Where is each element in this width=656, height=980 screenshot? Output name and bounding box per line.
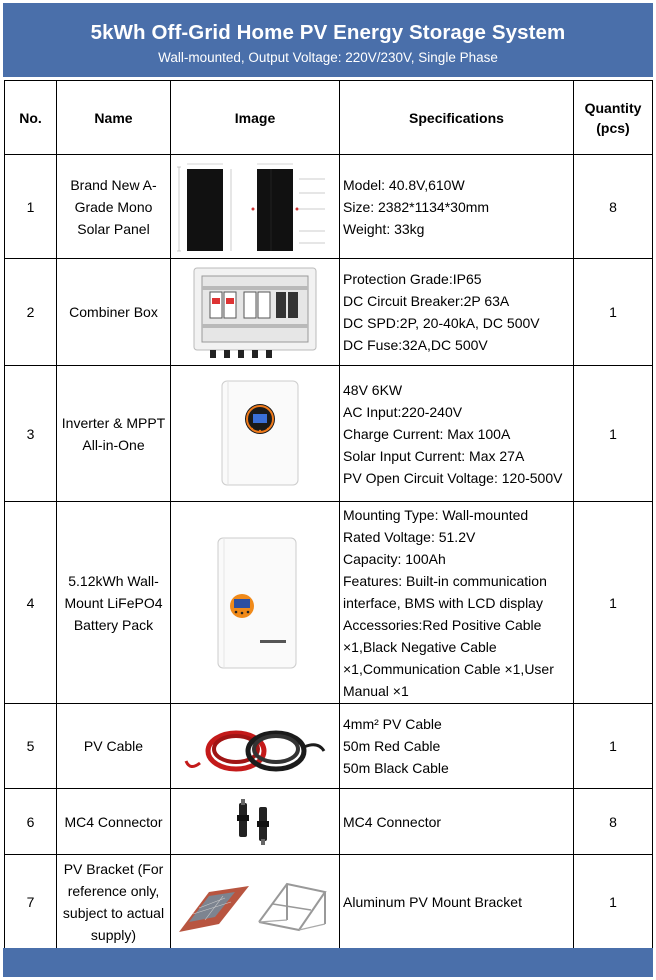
product-specs [340,855,574,950]
product-quantity: 1 [574,704,653,789]
product-specs [340,366,574,502]
mc4-connector-icon [225,797,285,847]
product-specs [340,789,574,855]
spec-line: Accessories:Red Positive Cable ×1,Black Negative Cable ×1,Communication Cable ×1,User Manual ×1 [343,616,554,699]
spec-line: Weight: 33kg [343,220,425,237]
row-number: 7 [5,855,57,950]
spec-line: Capacity: 100Ah [343,550,446,567]
product-name: MC4 Connector [57,789,171,855]
spec-line: MC4 Connector [343,813,442,830]
page-title: 5kWh Off-Grid Home PV Energy Storage System [90,21,566,44]
table-row [5,502,653,704]
table-row [5,789,653,855]
product-image-cell [171,855,340,950]
product-specs [340,502,574,704]
spec-line: 50m Red Cable [343,738,441,754]
spec-line: Mounting Type: Wall-mounted [343,506,529,523]
spec-line: DC Circuit Breaker:2P 63A [343,293,510,309]
solar-panel-drawing-icon [175,159,335,255]
table-row [5,855,653,950]
product-spec-table [4,80,653,950]
spec-line: AC Input:220-240V [343,403,463,420]
product-image-cell [171,502,340,704]
table-row [5,259,653,366]
spec-line: PV Open Circuit Voltage: 120-500V [343,469,563,486]
row-number: 5 [5,704,57,789]
spec-line: Size: 2382*1134*30mm [343,198,490,215]
row-number: 6 [5,789,57,855]
spec-line: Model: 40.8V,610W [343,176,465,193]
table-row [5,704,653,789]
product-quantity: 1 [574,366,653,502]
spec-line: 48V 6KW [343,381,403,398]
column-header-name: Name [57,81,171,155]
spec-line: 4mm² PV Cable [343,716,442,732]
spec-line: DC Fuse:32A,DC 500V [343,337,488,353]
product-image-cell [171,704,340,789]
product-quantity: 8 [574,155,653,259]
column-header-no: No. [5,81,57,155]
spec-line: 50m Black Cable [343,760,449,776]
spec-line: Features: Built-in communication interface, BMS with LCD display [343,572,547,611]
row-number: 2 [5,259,57,366]
inverter-icon [200,375,310,493]
pv-cable-icon [180,711,330,781]
spec-line: Rated Voltage: 51.2V [343,528,476,545]
spec-line: Solar Input Current: Max 27A [343,447,525,464]
product-name: Brand New A-Grade Mono Solar Panel [57,155,171,259]
table-row [5,155,653,259]
product-name: 5.12kWh Wall-Mount LiFePO4 Battery Pack [57,502,171,704]
column-header-quantity: Quantity (pcs) [574,81,653,155]
spec-line: Protection Grade:IP65 [343,271,482,287]
product-name: PV Bracket (For reference only, subject to actual supply) [57,855,171,950]
product-specs [340,155,574,259]
product-image-cell [171,789,340,855]
battery-pack-icon [200,528,310,678]
combiner-box-icon [190,264,320,360]
row-number: 4 [5,502,57,704]
table-row [5,366,653,502]
spec-line: DC SPD:2P, 20-40kA, DC 500V [343,315,540,331]
column-header-image: Image [171,81,340,155]
product-specs [340,704,574,789]
product-name: Combiner Box [57,259,171,366]
product-name: Inverter & MPPT All-in-One [57,366,171,502]
row-number: 1 [5,155,57,259]
column-header-specifications: Specifications [340,81,574,155]
footer-bar [3,948,653,977]
product-image-cell [171,259,340,366]
table-header-row [5,81,653,155]
product-specs [340,259,574,366]
product-image-cell [171,155,340,259]
header-banner [3,3,653,77]
product-quantity: 1 [574,502,653,704]
product-name: PV Cable [57,704,171,789]
row-number: 3 [5,366,57,502]
product-quantity: 1 [574,259,653,366]
product-image-cell [171,366,340,502]
product-quantity: 8 [574,789,653,855]
product-quantity: 1 [574,855,653,950]
spec-line: Charge Current: Max 100A [343,425,511,442]
page-subtitle: Wall-mounted, Output Voltage: 220V/230V, Single Phase [158,50,498,65]
pv-bracket-icon [175,862,335,942]
spec-line: Aluminum PV Mount Bracket [343,894,522,910]
